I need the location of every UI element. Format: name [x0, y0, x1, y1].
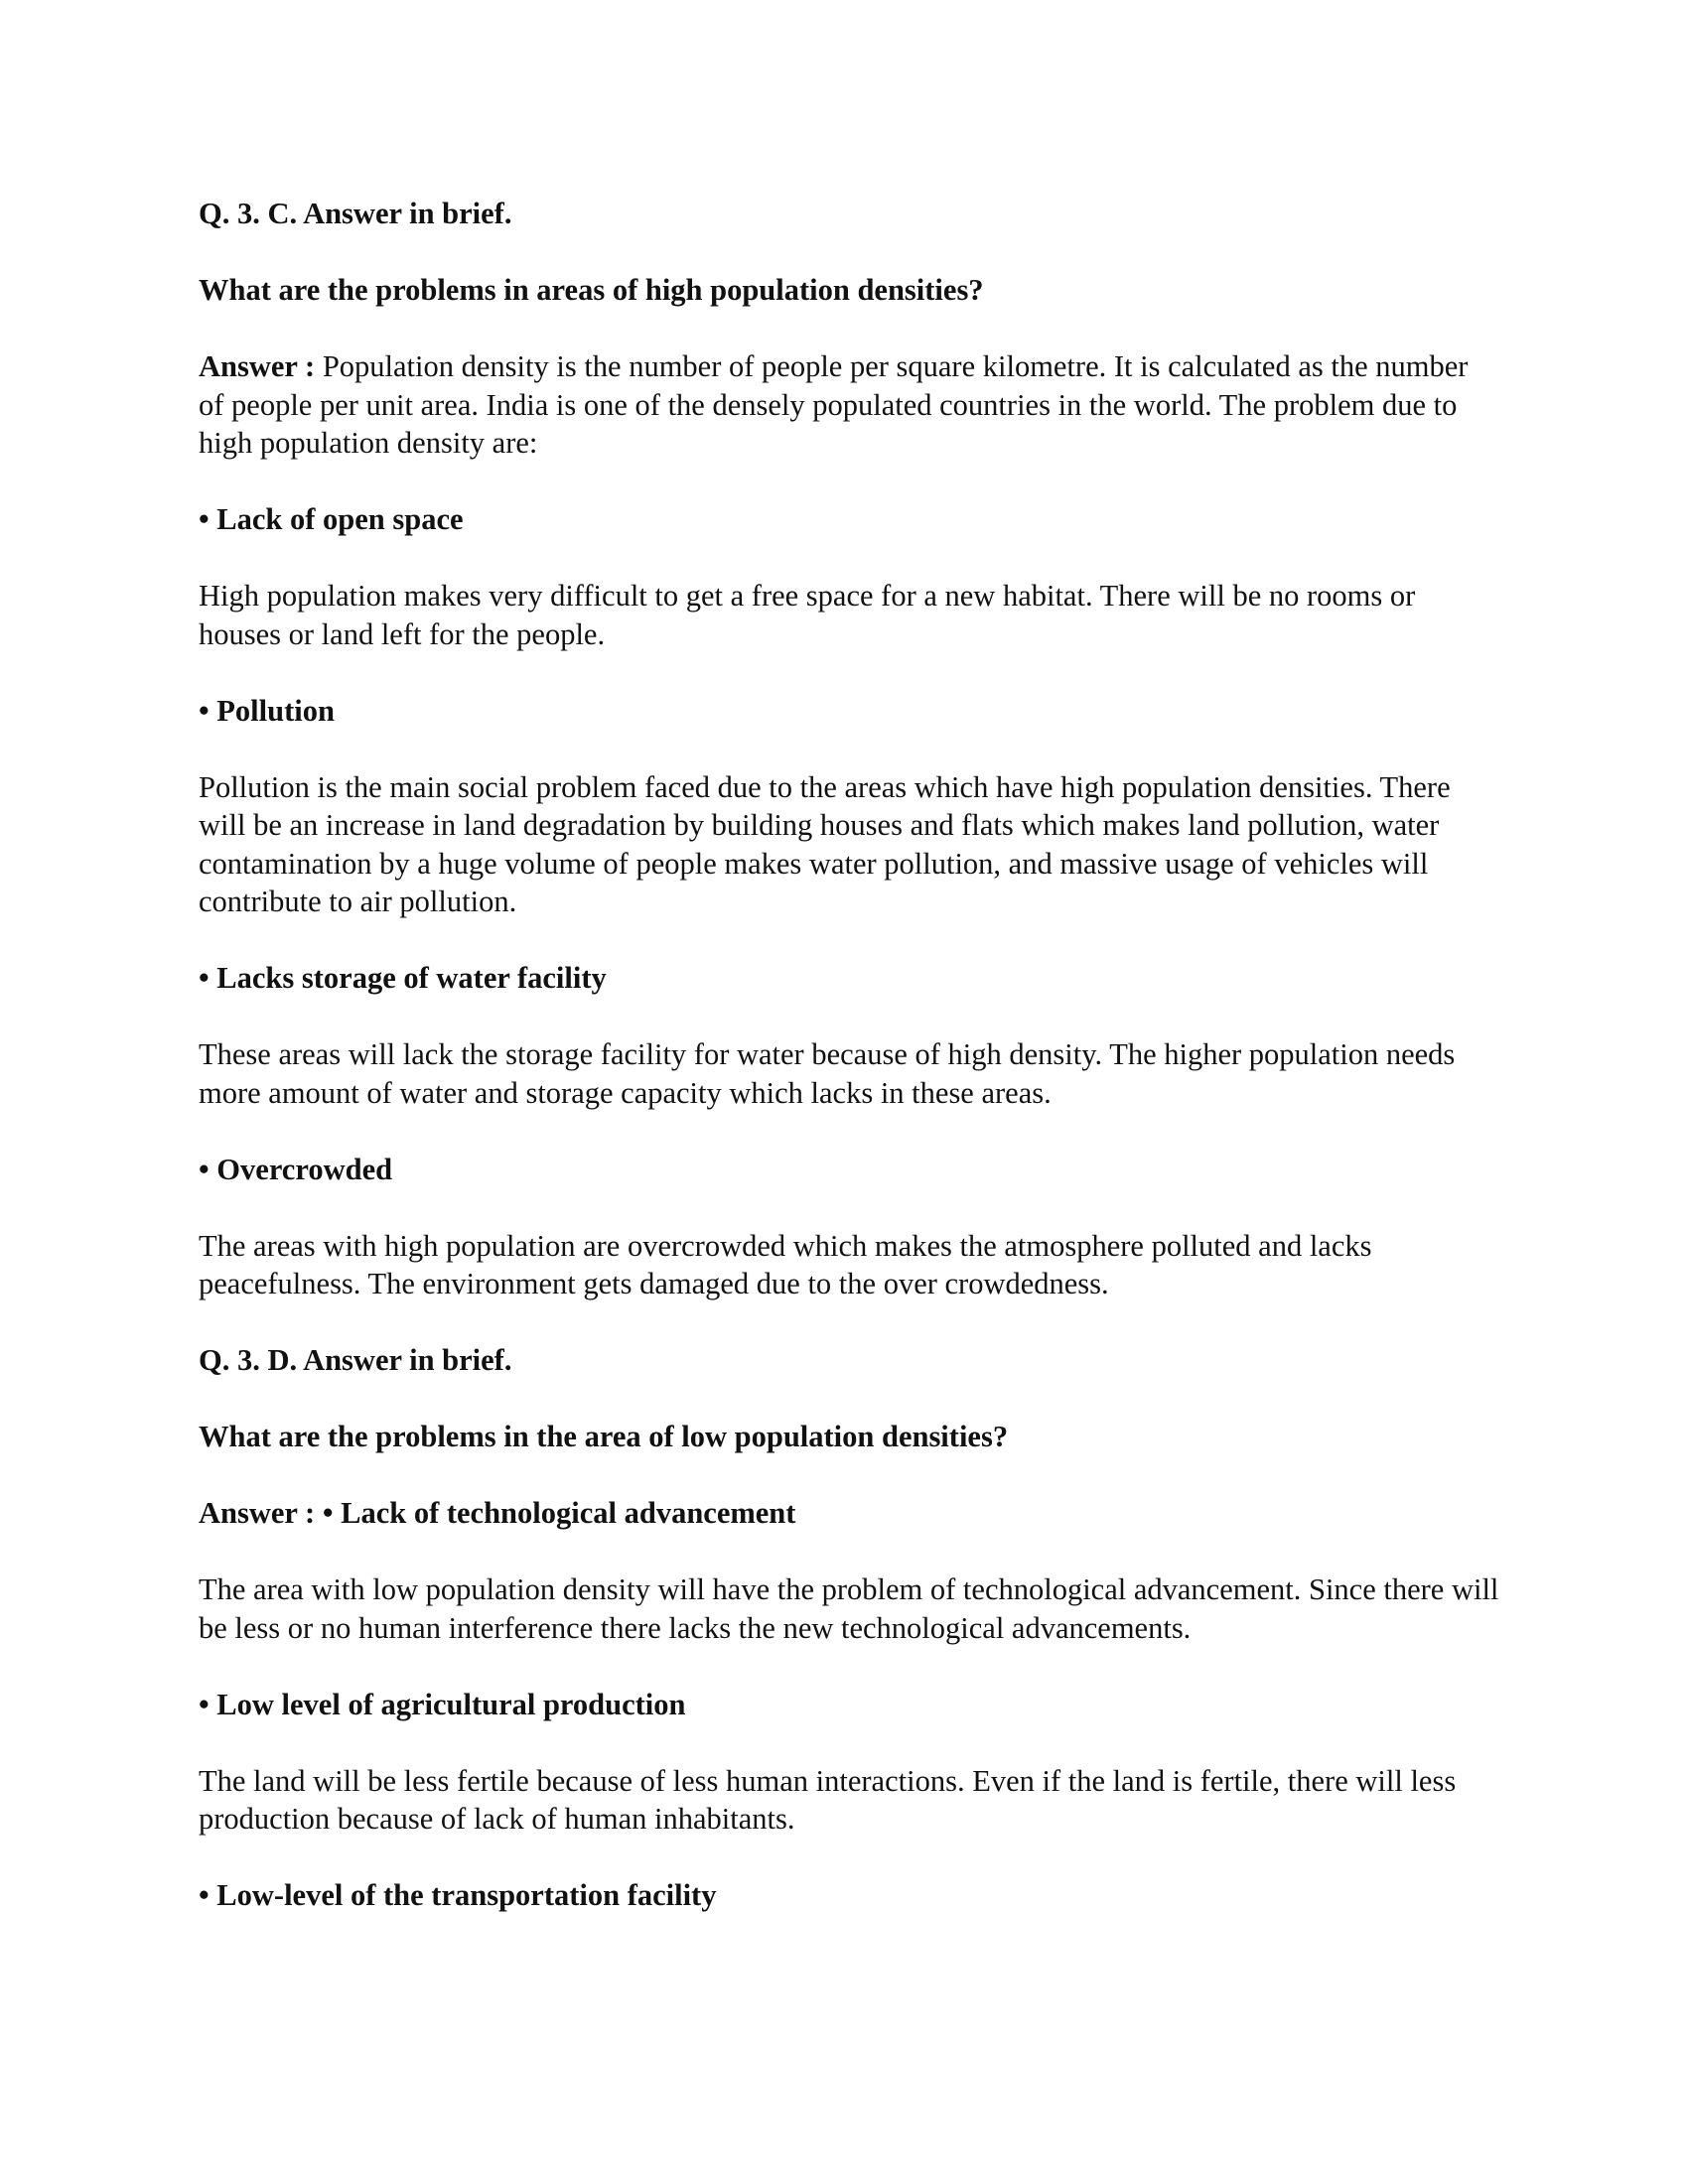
- q3c-point-3-title: • Lacks storage of water facility: [199, 961, 607, 995]
- q3c-point-1-text: High population makes very difficult to get a free space for a new habitat. There will be no rooms or houses or land left for the people.: [199, 579, 1416, 651]
- q3d-answer-text: The area with low population density will have the problem of technological advancement. Since there will be less or no human interference there lacks the new technological advancements.: [199, 1572, 1499, 1645]
- q3c-point-1-title: • Lack of open space: [199, 502, 464, 536]
- q3c-answer-paragraph: [199, 347, 1499, 463]
- q3c-point-2-title: • Pollution: [199, 693, 335, 728]
- document-page: [199, 195, 1499, 1953]
- q3d-question: What are the problems in the area of low population densities?: [199, 1420, 1009, 1453]
- q3d-point-1-title: • Low level of agricultural production: [199, 1687, 686, 1721]
- q3c-point-4-title: • Overcrowded: [199, 1152, 393, 1186]
- q3c-point-4-text: The areas with high population are overcrowded which makes the atmosphere polluted and lacks peacefulness. The environment gets damaged due to the over crowdedness.: [199, 1228, 1372, 1300]
- q3c-answer-text: Population density is the number of people per square kilometre. It is calculated as the number of people per unit area. India is one of the densely populated countries in the world. The problem due to high population density are:: [199, 349, 1469, 460]
- q3d-point-1-text: The land will be less fertile because of less human interactions. Even if the land is fertile, there will less production because of lack of human inhabitants.: [199, 1763, 1457, 1836]
- q3c-answer-label: Answer :: [199, 349, 316, 383]
- q3c-point-2-text: Pollution is the main social problem faced due to the areas which have high population densities. There will be an increase in land degradation by building houses and flats which makes land pollution, water contamination by a huge volume of people makes water pollution, and massive usage of vehicles will contribute to air pollution.: [199, 769, 1451, 918]
- q3c-question: What are the problems in areas of high population densities?: [199, 273, 984, 307]
- q3c-heading: Q. 3. C. Answer in brief.: [199, 197, 512, 230]
- q3d-heading: Q. 3. D. Answer in brief.: [199, 1343, 512, 1377]
- q3c-point-3-text: These areas will lack the storage facility for water because of high density. The higher population needs more amount of water and storage capacity which lacks in these areas.: [199, 1037, 1456, 1110]
- q3d-answer-line: Answer : • Lack of technological advancement: [199, 1496, 796, 1530]
- q3d-point-2-title: • Low-level of the transportation facility: [199, 1878, 717, 1912]
